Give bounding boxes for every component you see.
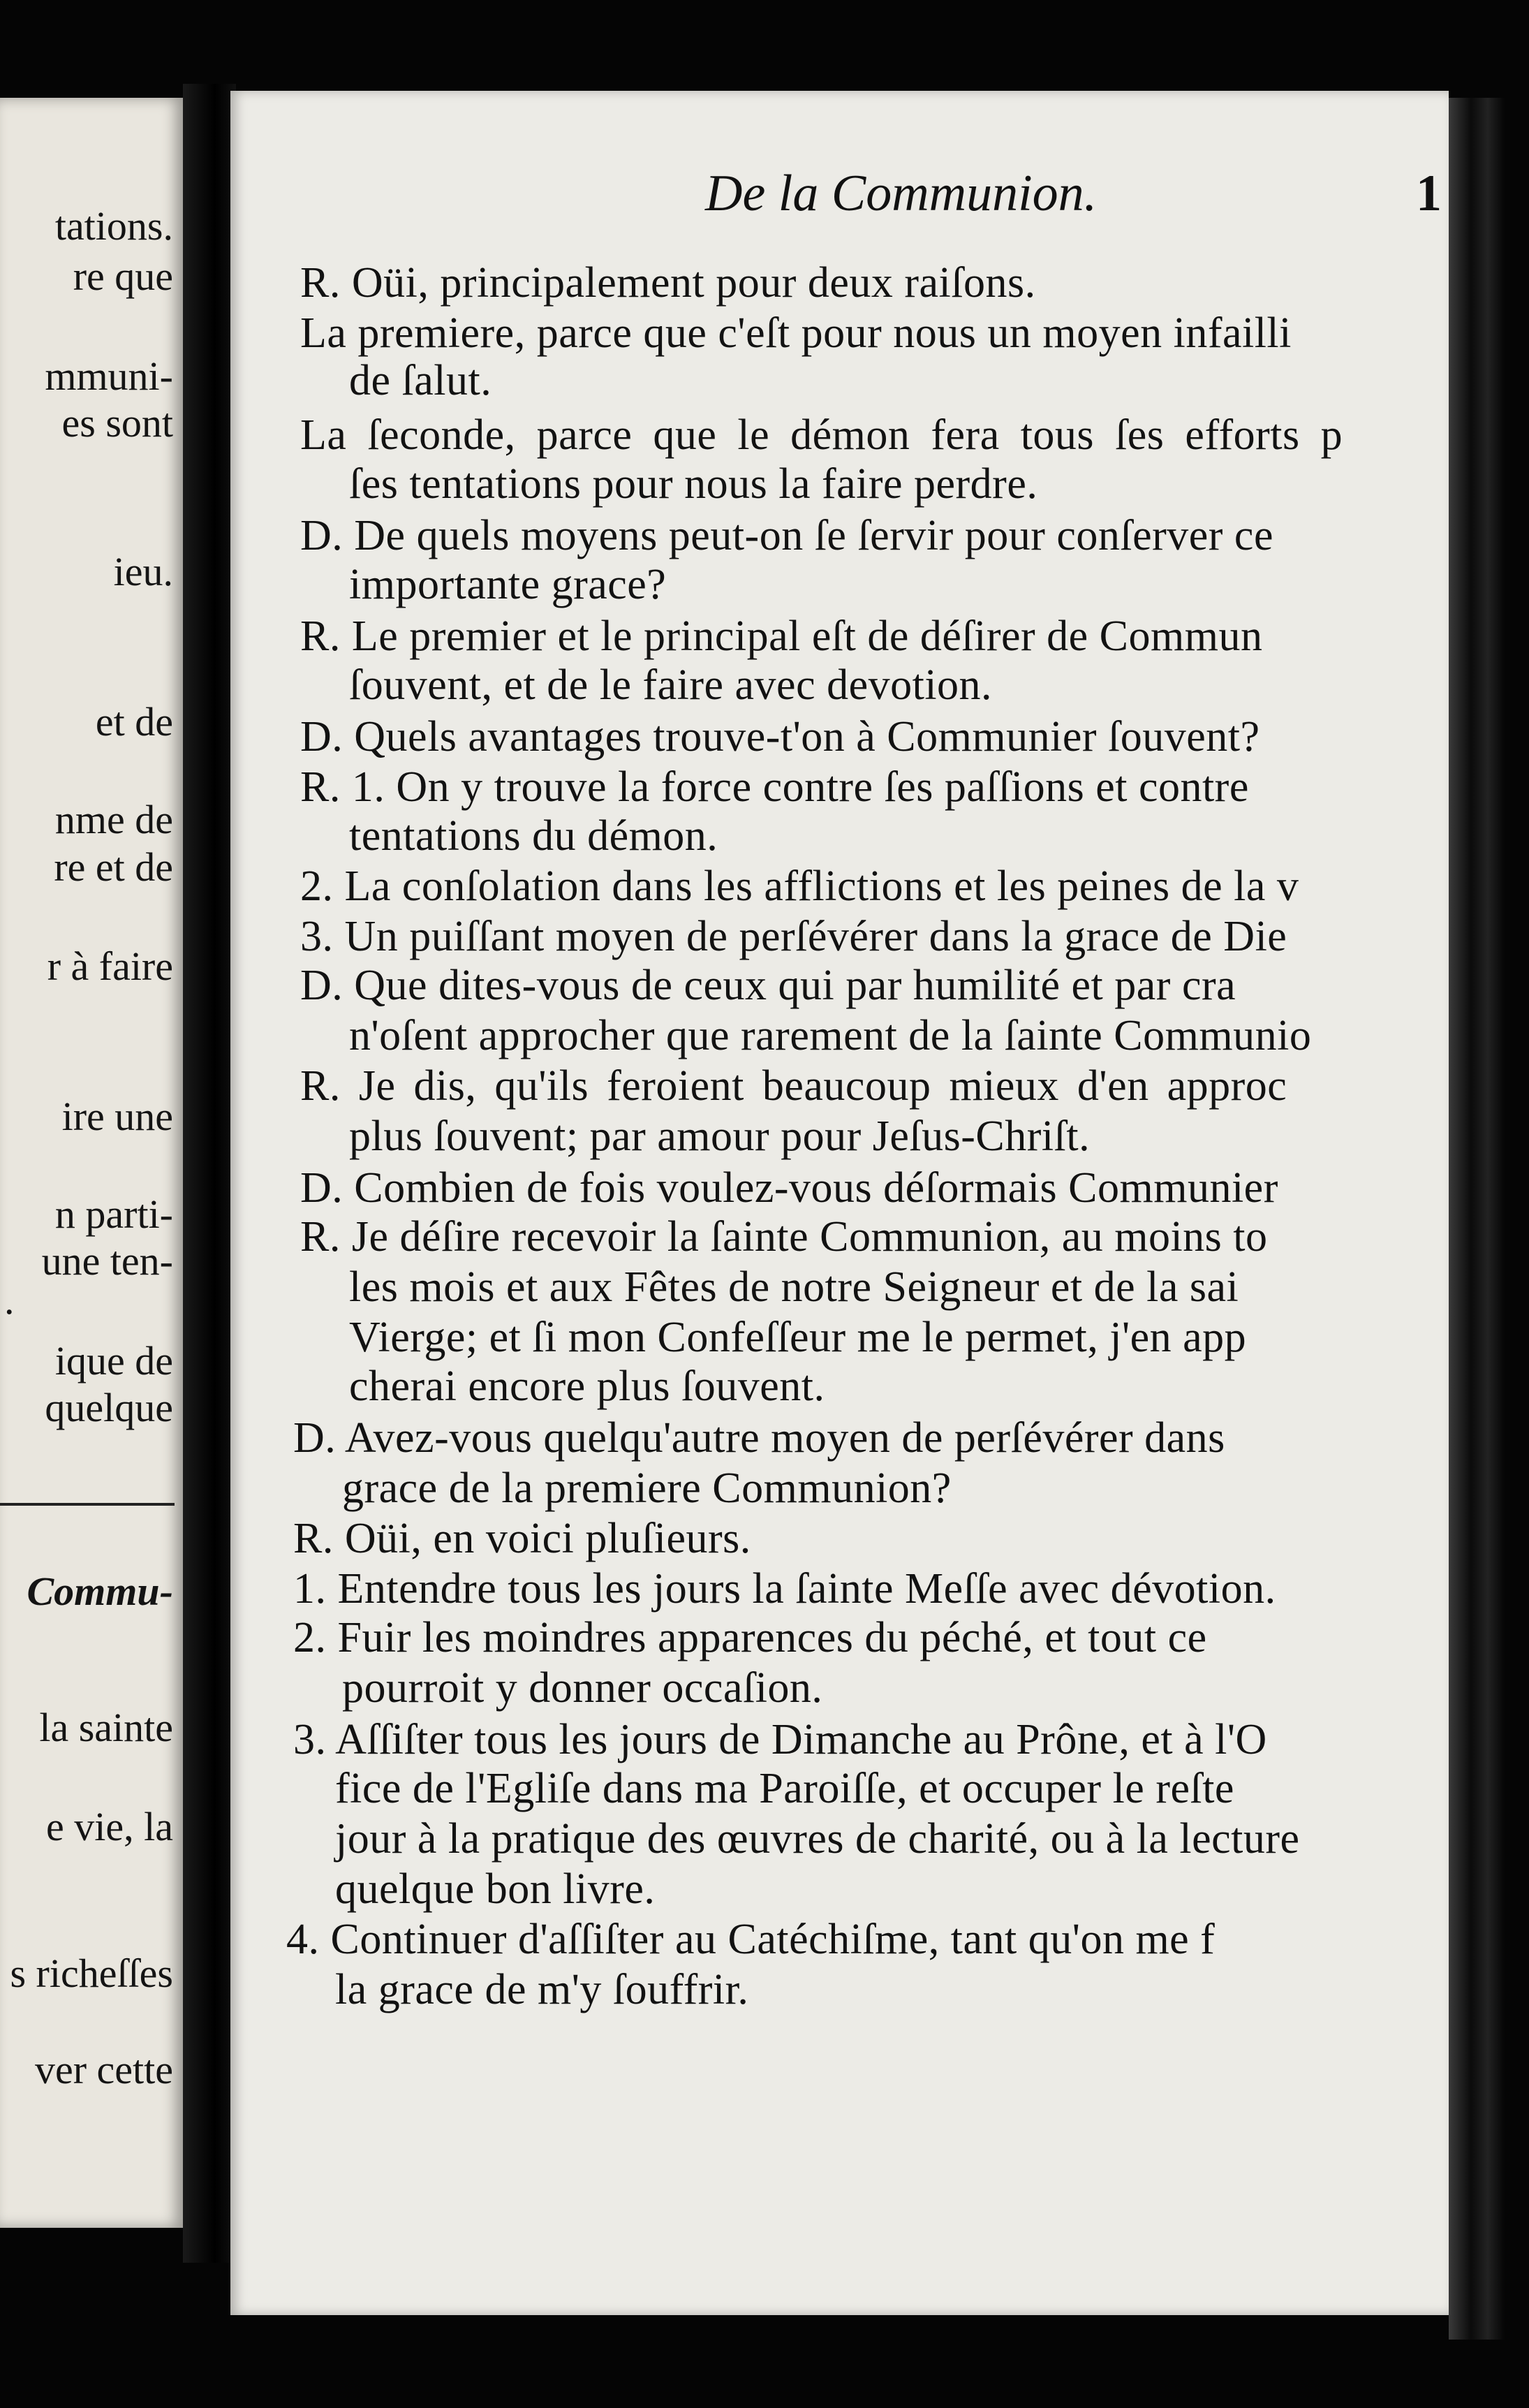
text-line: Vierge; et ſi mon Confeſſeur me le permet, j'en app	[349, 1314, 1247, 1361]
left-line: Commu-	[27, 1569, 173, 1614]
text-line: pourroit y donner occaſion.	[342, 1664, 823, 1712]
text-line: fice de l'Egliſe dans ma Paroiſſe, et occuper le reſte	[335, 1765, 1234, 1812]
text-line: R. Je déſire recevoir la ſainte Communion, au moins to	[300, 1213, 1268, 1261]
left-line: nme de	[54, 797, 173, 842]
page-number: 1	[1416, 165, 1442, 222]
running-head	[230, 164, 1449, 227]
text-line: 3. Un puiſſant moyen de perſévérer dans la grace de Die	[300, 913, 1287, 960]
left-line: ique de	[54, 1338, 173, 1383]
right-page	[230, 91, 1449, 2315]
text-line: tentations du démon.	[349, 812, 718, 860]
section-rule	[0, 1503, 175, 1506]
book-gutter	[183, 84, 236, 2263]
text-line: D. Combien de fois voulez-vous déſormais Communier	[300, 1164, 1278, 1212]
left-line: ire une	[61, 1094, 173, 1139]
left-line: tations.	[54, 203, 173, 249]
text-line: importante grace?	[349, 561, 667, 608]
text-line: quelque bon livre.	[335, 1865, 656, 1913]
left-line: ieu.	[113, 549, 173, 594]
left-line: ver cette	[34, 2047, 173, 2092]
left-line: es sont	[61, 400, 173, 446]
text-line: de ſalut.	[349, 357, 492, 404]
text-line: La ſeconde, parce que le démon fera tous ſes efforts p	[300, 411, 1343, 459]
text-line: D. Quels avantages trouve-t'on à Communier ſouvent?	[300, 713, 1260, 761]
text-line: R. Oüi, en voici pluſieurs.	[293, 1515, 751, 1562]
text-line: ſes tentations pour nous la faire perdre.	[349, 460, 1038, 508]
left-line: s richeſſes	[10, 1951, 173, 1996]
left-line: re que	[73, 254, 173, 299]
left-line: r à faire	[47, 944, 173, 989]
left-line: .	[4, 1277, 15, 1323]
text-line: 1. Entendre tous les jours la ſainte Meſſe avec dévotion.	[293, 1565, 1276, 1613]
text-line: R. Je dis, qu'ils feroient beaucoup mieux d'en approc	[300, 1062, 1287, 1110]
left-line: n parti-	[54, 1191, 173, 1237]
running-head-title: De la Communion.	[705, 165, 1098, 222]
text-line: n'oſent approcher que rarement de la ſainte Communio	[349, 1012, 1312, 1059]
text-line: 4. Continuer d'aſſiſter au Catéchiſme, tant qu'on me f	[286, 1916, 1216, 1963]
left-line: mmuni-	[45, 353, 173, 399]
text-line: 2. Fuir les moindres apparences du péché, et tout ce	[293, 1614, 1207, 1661]
text-line: La premiere, parce que c'eſt pour nous un moyen infailli	[300, 309, 1292, 357]
left-line: e vie, la	[46, 1804, 173, 1849]
text-line: 2. La conſolation dans les afflictions et les peines de la v	[300, 862, 1299, 910]
text-line: grace de la premiere Communion?	[342, 1464, 952, 1512]
left-line: et de	[95, 699, 173, 744]
text-line: plus ſouvent; par amour pour Jeſus-Chriſt.	[349, 1113, 1091, 1160]
text-line: D. Avez-vous quelqu'autre moyen de perſévérer dans	[293, 1414, 1225, 1462]
text-line: D. De quels moyens peut-on ſe ſervir pour conſerver ce	[300, 512, 1273, 559]
text-line: R. Le premier et le principal eſt de déſirer de Commun	[300, 612, 1263, 660]
text-line: R. 1. On y trouve la force contre ſes paſſions et contre	[300, 763, 1249, 811]
text-line: jour à la pratique des œuvres de charité, ou à la lecture	[335, 1815, 1300, 1863]
text-line: cherai encore plus ſouvent.	[349, 1363, 825, 1410]
text-line: R. Oüi, principalement pour deux raiſons.	[300, 259, 1036, 307]
text-line: les mois et aux Fêtes de notre Seigneur et de la sai	[349, 1263, 1239, 1311]
text-line: 3. Aſſiſter tous les jours de Dimanche au Prône, et à l'O	[293, 1716, 1267, 1763]
left-line: la sainte	[39, 1705, 173, 1750]
text-line: D. Que dites-vous de ceux qui par humilité et par cra	[300, 962, 1236, 1009]
left-line: une ten-	[41, 1238, 173, 1284]
page-edge	[1449, 98, 1505, 2340]
left-line: quelque	[45, 1385, 173, 1430]
text-line: ſouvent, et de le faire avec devotion.	[349, 661, 993, 709]
left-page	[0, 98, 183, 2228]
left-line: re et de	[54, 844, 173, 890]
text-line: la grace de m'y ſouffrir.	[335, 1966, 749, 2013]
